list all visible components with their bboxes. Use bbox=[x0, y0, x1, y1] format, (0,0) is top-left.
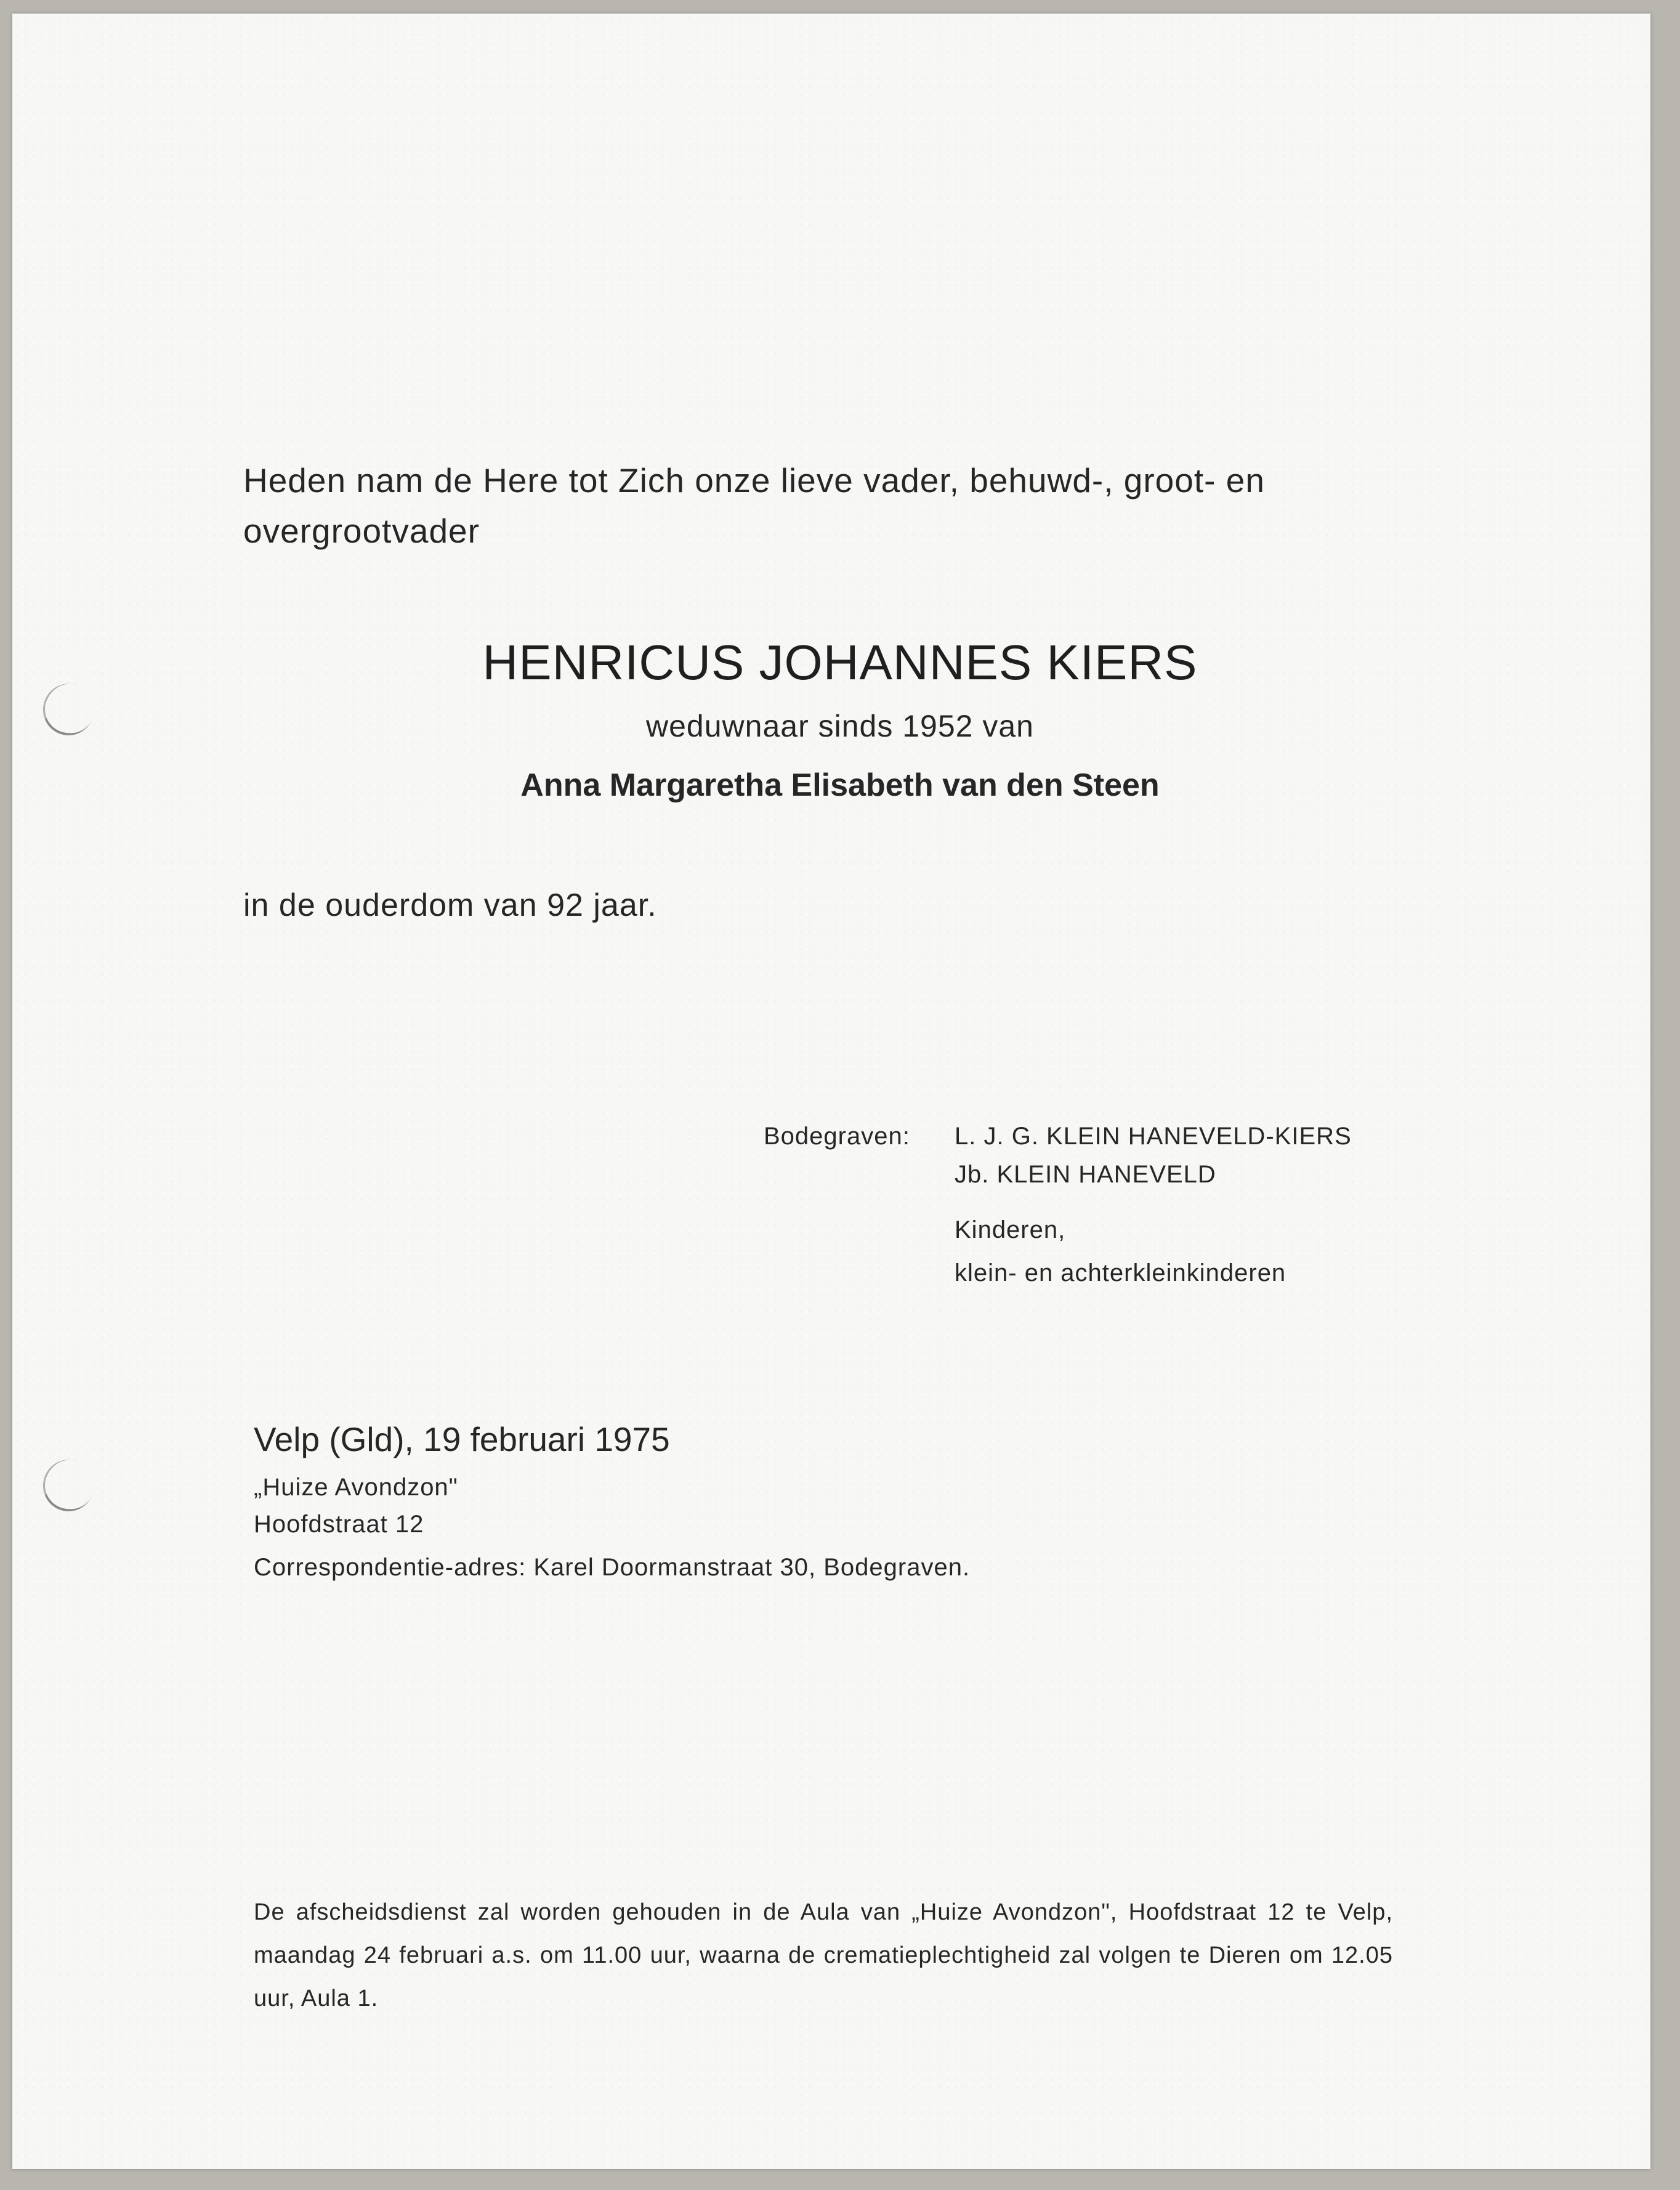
widower-line: weduwnaar sinds 1952 van bbox=[646, 709, 1034, 743]
family-member: klein- en achterkleinkinderen bbox=[955, 1259, 1286, 1287]
family-member: L. J. G. KLEIN HANEVELD-KIERS bbox=[955, 1123, 1352, 1150]
correspondence-address: Correspondentie-adres: Karel Doormanstraat 30, Bodegraven. bbox=[254, 1554, 971, 1581]
street-address: Hoofdstraat 12 bbox=[254, 1511, 424, 1538]
family-place-label: Bodegraven: bbox=[764, 1123, 910, 1150]
spouse-name: Anna Margaretha Elisabeth van den Steen bbox=[520, 767, 1160, 803]
deceased-name: HENRICUS JOHANNES KIERS bbox=[482, 635, 1198, 690]
family-list bbox=[955, 1123, 1352, 1287]
place-date: Velp (Gld), 19 februari 1975 bbox=[254, 1420, 670, 1458]
home-name: „Huize Avondzon" bbox=[254, 1474, 458, 1501]
intro-line-2: overgrootvader bbox=[243, 512, 480, 550]
intro-line-1: Heden nam de Here tot Zich onze lieve vader, behuwd-, groot- en bbox=[243, 461, 1265, 499]
announcement-card bbox=[12, 14, 1650, 2169]
family-member: Jb. KLEIN HANEVELD bbox=[955, 1161, 1216, 1188]
family-member: Kinderen, bbox=[955, 1216, 1066, 1243]
age-line: in de ouderdom van 92 jaar. bbox=[243, 887, 657, 923]
service-details: De afscheidsdienst zal worden gehouden in de Aula van „Huize Avondzon", Hoofdstraat 12 te Velp, maandag 24 februari a.s. om 11.00 uur, waarna de crematieplechtigheid zal volgen te Dieren om 12.05 uur, Aula 1. bbox=[254, 1899, 1393, 2011]
